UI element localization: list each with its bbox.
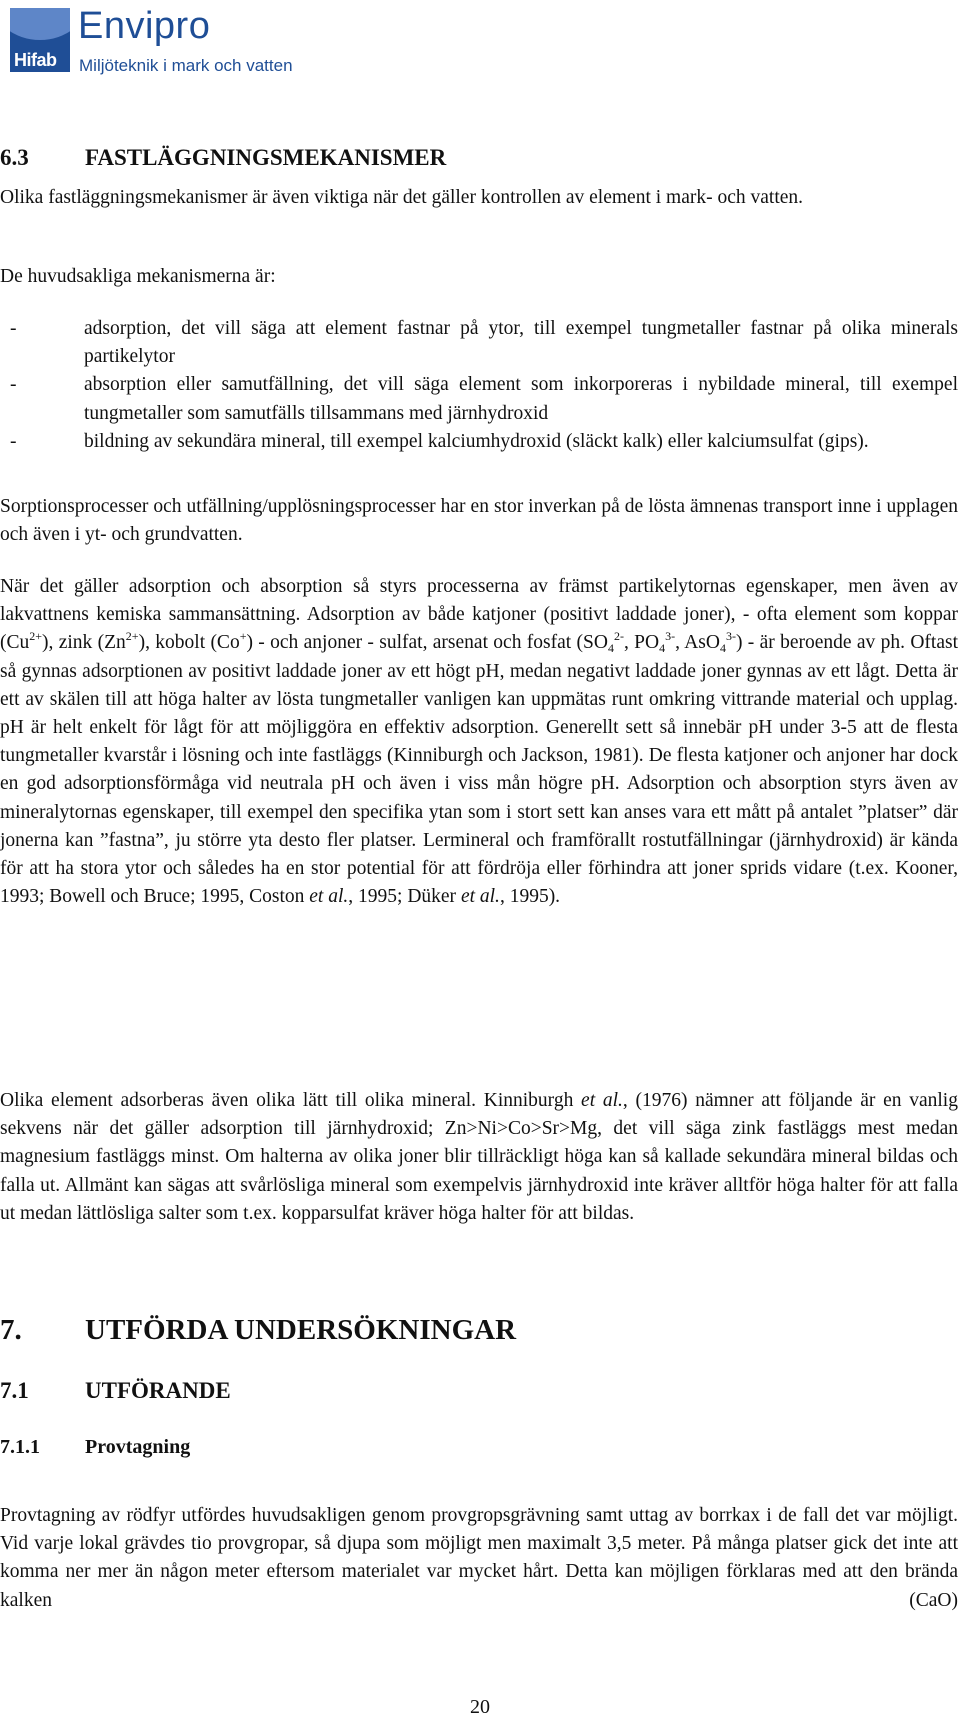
- list-item: [0, 428, 958, 456]
- mechanism-list: [0, 315, 958, 456]
- ion-charge: 2+: [125, 629, 139, 644]
- heading-title: UTFÖRDA UNDERSÖKNINGAR: [85, 1314, 517, 1346]
- heading-7-1-1: [0, 1436, 960, 1464]
- list-item: [0, 371, 958, 427]
- citation-etal: et al.: [460, 886, 500, 908]
- citation-etal: et al.: [309, 886, 349, 908]
- heading-title: UTFÖRANDE: [85, 1378, 231, 1403]
- page-number: 20: [470, 1696, 490, 1718]
- heading-6-3: [0, 145, 960, 175]
- heading-number: 6.3: [0, 145, 29, 170]
- list-item-text: bildning av sekundära mineral, till exempel kalciumhydroxid (släckt kalk) eller kalciumsulfat (gips).: [84, 430, 869, 452]
- ion-charge: 3-: [725, 629, 736, 644]
- text-run: ) - och anjoner - sulfat, arsenat och fosfat (SO: [246, 632, 608, 654]
- ion-charge: +: [239, 629, 247, 644]
- paragraph-elements: [0, 1087, 958, 1228]
- list-item-text: adsorption, det vill säga att element fastnar på ytor, till exempel tungmetaller fastnar på olika minerals partikelytor: [84, 318, 958, 368]
- paragraph-list-intro: De huvudsakliga mekanismerna är:: [0, 266, 276, 287]
- heading-title: FASTLÄGGNINGSMEKANISMER: [85, 145, 447, 170]
- page-header: [0, 0, 960, 90]
- list-item-text: absorption eller samutfällning, det vill säga element som inkorporeras i nybildade mineral, till exempel tungmetaller som samutfälls tillsammans med järnhydroxid: [84, 374, 958, 424]
- ion-charge: 2-: [613, 629, 624, 644]
- paragraph-adsorption: [0, 573, 958, 911]
- text-run: När det gäller adsorption och absorption så styrs processerna av främst partikelytornas egenskaper, men även av lakvattnens kemiska sammansättning. Adsorption av både katjoner (positivt laddade joner), - ofta element som koppar (Cu: [0, 576, 958, 654]
- brand-name: Envipro: [78, 5, 211, 47]
- text-run: ), zink (Zn: [42, 632, 126, 654]
- list-bullet: -: [10, 430, 17, 452]
- text-run: ) - är beroende av ph. Oftast så gynnas adsorptionen av positivt laddade joner av ett högt pH, medan negativt laddade joner gynnas av ett lågt. Detta är ett av skälen till att höga halter av lösta tungmetaller vanligen kan uppmätas runt omkring vittrande material och upplag. pH är helt enkelt för lågt för att möjliggöra en effektiv adsorption. Generellt sett så innebär pH under 3-5 att de flesta tungmetaller kvarstår i lösning och inte fastläggs (Kinniburgh och Jackson, 1981). De flesta katjoner och anjoner har dock en god adsorptionsförmåga vid neutrala pH och även i viss mån högre pH. Adsorption och absorption styrs även av mineralytornas egenskaper, till exempel den specifika ytan som i stort sett kan anses vara ett mått på antalet ”platser” där jonerna kan ”fastna”, ju större yta desto fler platser. Lermineral och framförallt rostutfällningar (järnhydroxid) är kända för att ha stora ytor och således ha en stor potential för att fördröja eller förhindra att joner sprids vidare (t.ex. Kooner, 1993; Bowell och Bruce; 1995, Coston: [0, 632, 958, 908]
- text-run: , PO: [623, 632, 660, 654]
- text-run: , (1976) nämner att följande är en vanlig sekvens när det gäller adsorption till järnhydroxid; Zn>Ni>Co>Sr>Mg, det vill säga zink fastläggs mest medan magnesium fastläggs minst. Om halterna av olika joner blir tillräckligt höga kan så kallade sekundära mineral bildas och falla ut. Allmänt kan sägas att svårlösliga mineral som exempelvis järnhydroxid inte kräver alltför höga halter för att falla ut medan lättlösliga salter som t.ex. kopparsulfat kräver höga halter för att bildas.: [0, 1090, 958, 1224]
- paragraph-intro: Olika fastläggningsmekanismer är även viktiga när det gäller kontrollen av element i mark- och vatten.: [0, 187, 804, 208]
- ion-charge: 3-: [665, 629, 676, 644]
- formula-subscript: 4: [719, 641, 726, 656]
- logo-word: Hifab: [14, 50, 57, 70]
- logo-arc-shape: [10, 8, 70, 42]
- heading-7: [0, 1314, 960, 1350]
- citation-etal: et al.: [581, 1090, 623, 1111]
- list-bullet: -: [10, 318, 17, 339]
- ion-charge: 2+: [29, 629, 43, 644]
- text-run: , AsO: [675, 632, 720, 654]
- heading-7-1: [0, 1378, 960, 1408]
- paragraph-provtagning: Provtagning av rödfyr utfördes huvudsakligen genom provgropsgrävning samt uttag av borrkax i de fall det var möjligt. Vid varje lokal grävdes tio provgropar, så djupa som möjligt men maximalt 3,5 meter. På många platser gick det inte att komma ner mer än någon meter eftersom materialet var mycket hårt. Detta kan möjligen förklaras med att den brända kalken (CaO): [0, 1505, 958, 1611]
- heading-number: 7.1: [0, 1378, 29, 1403]
- list-item: [0, 315, 958, 371]
- formula-subscript: 4: [659, 641, 666, 656]
- formula-subscript: 4: [607, 641, 614, 656]
- heading-number: 7.1.1: [0, 1436, 40, 1458]
- text-run: , 1995; Düker: [348, 886, 461, 908]
- brand-tagline: Miljöteknik i mark och vatten: [79, 56, 293, 75]
- heading-title: Provtagning: [85, 1436, 191, 1458]
- text-run: ), kobolt (Co: [138, 632, 240, 654]
- text-run: , 1995).: [499, 886, 561, 908]
- hifab-logo: [10, 8, 70, 72]
- list-bullet: -: [10, 374, 17, 396]
- heading-number: 7.: [0, 1314, 22, 1346]
- paragraph-sorption: Sorptionsprocesser och utfällning/upplösningsprocesser har en stor inverkan på de lösta ämnenas transport inne i upplagen och även i yt- och grundvatten.: [0, 496, 958, 546]
- text-run: Olika element adsorberas även olika lätt till olika mineral. Kinniburgh: [0, 1090, 582, 1111]
